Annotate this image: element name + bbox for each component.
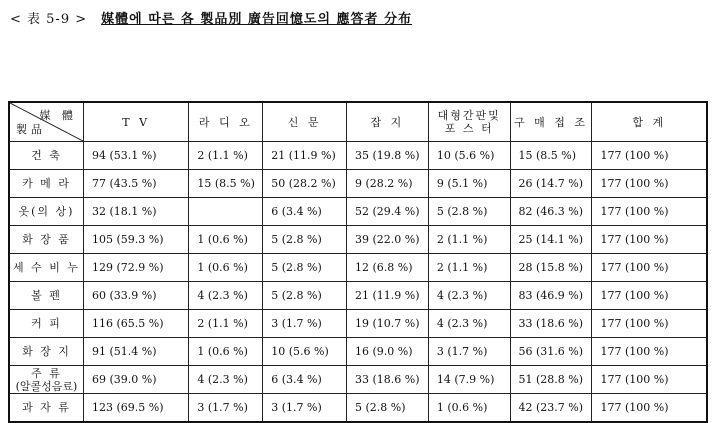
table-cell: 4 (2.3 %)	[428, 282, 510, 310]
table-cell: 177 (100 %)	[592, 338, 707, 366]
table-cell: 5 (2.8 %)	[428, 198, 510, 226]
table-cell: 116 (65.5 %)	[84, 310, 189, 338]
column-header: 합 계	[592, 102, 707, 142]
table-cell: 21 (11.9 %)	[263, 142, 347, 170]
column-header: T V	[84, 102, 189, 142]
row-label: 볼 펜	[31, 289, 62, 302]
column-header: 잡 지	[347, 102, 429, 142]
table-cell: 39 (22.0 %)	[347, 226, 429, 254]
table-caption	[10, 8, 412, 27]
table-cell: 177 (100 %)	[592, 170, 707, 198]
row-label: 건 축	[31, 149, 62, 162]
table-row	[9, 142, 707, 170]
table-cell: 9 (5.1 %)	[428, 170, 510, 198]
row-label-cell	[9, 226, 84, 254]
table-cell: 4 (2.3 %)	[189, 366, 263, 394]
table-cell: 21 (11.9 %)	[347, 282, 429, 310]
table-cell: 1 (0.6 %)	[189, 226, 263, 254]
table-cell: 6 (3.4 %)	[263, 366, 347, 394]
table-cell: 42 (23.7 %)	[510, 394, 592, 423]
table-cell: 19 (10.7 %)	[347, 310, 429, 338]
corner-top-label: 媒 體	[39, 109, 77, 122]
table-row	[9, 198, 707, 226]
row-label-cell	[9, 142, 84, 170]
table-number: < 表 5-9 >	[10, 12, 88, 27]
table-cell: 5 (2.8 %)	[263, 226, 347, 254]
table-row	[9, 170, 707, 198]
table-cell: 177 (100 %)	[592, 226, 707, 254]
table-cell: 3 (1.7 %)	[263, 310, 347, 338]
table-cell: 10 (5.6 %)	[428, 142, 510, 170]
table-title: 媒體에 따른 各 製品別 廣告回憶도의 應答者 分布	[101, 12, 413, 27]
table-cell: 123 (69.5 %)	[84, 394, 189, 423]
table-cell: 177 (100 %)	[592, 142, 707, 170]
row-label-cell	[9, 338, 84, 366]
table-cell: 9 (28.2 %)	[347, 170, 429, 198]
data-table	[8, 101, 708, 423]
table-cell: 52 (29.4 %)	[347, 198, 429, 226]
table-body	[9, 142, 707, 423]
table-cell: 25 (14.1 %)	[510, 226, 592, 254]
row-label-cell	[9, 198, 84, 226]
row-label-cell	[9, 366, 84, 394]
column-header: 라 디 오	[189, 102, 263, 142]
table-row	[9, 310, 707, 338]
table-cell: 1 (0.6 %)	[189, 338, 263, 366]
row-label-cell	[9, 310, 84, 338]
corner-header-cell	[9, 102, 84, 142]
table-cell: 177 (100 %)	[592, 394, 707, 423]
table-cell: 33 (18.6 %)	[347, 366, 429, 394]
column-header-stacked	[428, 102, 510, 142]
table-cell: 35 (19.8 %)	[347, 142, 429, 170]
table-cell: 105 (59.3 %)	[84, 226, 189, 254]
table-cell	[189, 198, 263, 226]
row-label: 화 장 지	[22, 345, 71, 358]
column-header: 구 매 접 조	[510, 102, 592, 142]
row-label-cell	[9, 282, 84, 310]
table-cell: 3 (1.7 %)	[189, 394, 263, 423]
row-label-sub: (알콜성음료)	[15, 379, 78, 393]
table-cell: 4 (2.3 %)	[428, 310, 510, 338]
table-row	[9, 282, 707, 310]
row-label-cell	[9, 170, 84, 198]
table-cell: 83 (46.9 %)	[510, 282, 592, 310]
table-row	[9, 254, 707, 282]
table-cell: 177 (100 %)	[592, 254, 707, 282]
table-cell: 3 (1.7 %)	[428, 338, 510, 366]
table-cell: 4 (2.3 %)	[189, 282, 263, 310]
table-cell: 60 (33.9 %)	[84, 282, 189, 310]
table-cell: 6 (3.4 %)	[263, 198, 347, 226]
table-cell: 2 (1.1 %)	[428, 254, 510, 282]
row-label: 주 류	[31, 366, 62, 380]
table-cell: 33 (18.6 %)	[510, 310, 592, 338]
table-row	[9, 394, 707, 423]
table-cell: 2 (1.1 %)	[428, 226, 510, 254]
table-cell: 177 (100 %)	[592, 310, 707, 338]
table-row	[9, 338, 707, 366]
table-cell: 56 (31.6 %)	[510, 338, 592, 366]
column-header: 신 문	[263, 102, 347, 142]
table-cell: 94 (53.1 %)	[84, 142, 189, 170]
table-cell: 12 (6.8 %)	[347, 254, 429, 282]
table-cell: 177 (100 %)	[592, 198, 707, 226]
table-cell: 15 (8.5 %)	[189, 170, 263, 198]
row-label-cell	[9, 394, 84, 423]
table-cell: 5 (2.8 %)	[263, 254, 347, 282]
table-cell: 177 (100 %)	[592, 282, 707, 310]
row-label: 화 장 품	[22, 233, 71, 246]
table-cell: 177 (100 %)	[592, 366, 707, 394]
table-cell: 14 (7.9 %)	[428, 366, 510, 394]
table-cell: 50 (28.2 %)	[263, 170, 347, 198]
table-cell: 2 (1.1 %)	[189, 142, 263, 170]
row-label: 세 수 비 누	[13, 261, 80, 274]
table-cell: 82 (46.3 %)	[510, 198, 592, 226]
table-cell: 5 (2.8 %)	[263, 282, 347, 310]
table-cell: 32 (18.1 %)	[84, 198, 189, 226]
row-label: 과 자 류	[22, 401, 71, 414]
table-cell: 26 (14.7 %)	[510, 170, 592, 198]
table-cell: 129 (72.9 %)	[84, 254, 189, 282]
row-label: 카 메 라	[22, 177, 71, 190]
table-cell: 15 (8.5 %)	[510, 142, 592, 170]
table-cell: 1 (0.6 %)	[428, 394, 510, 423]
column-header-line: 대형간판및	[437, 109, 501, 122]
table-cell: 10 (5.6 %)	[263, 338, 347, 366]
row-label: 옷(의 상)	[18, 205, 75, 218]
table-row	[9, 366, 707, 394]
table-cell: 69 (39.0 %)	[84, 366, 189, 394]
header-row	[9, 102, 707, 142]
row-label-cell	[9, 254, 84, 282]
table-cell: 3 (1.7 %)	[263, 394, 347, 423]
column-header-line: 포 스 터	[444, 122, 494, 135]
table-cell: 5 (2.8 %)	[347, 394, 429, 423]
table-cell: 16 (9.0 %)	[347, 338, 429, 366]
table-cell: 1 (0.6 %)	[189, 254, 263, 282]
row-label: 커 피	[31, 317, 62, 330]
table-cell: 77 (43.5 %)	[84, 170, 189, 198]
table-row	[9, 226, 707, 254]
table-cell: 28 (15.8 %)	[510, 254, 592, 282]
corner-bottom-label: 製品	[16, 123, 46, 136]
table-cell: 51 (28.8 %)	[510, 366, 592, 394]
table-cell: 91 (51.4 %)	[84, 338, 189, 366]
table-cell: 2 (1.1 %)	[189, 310, 263, 338]
